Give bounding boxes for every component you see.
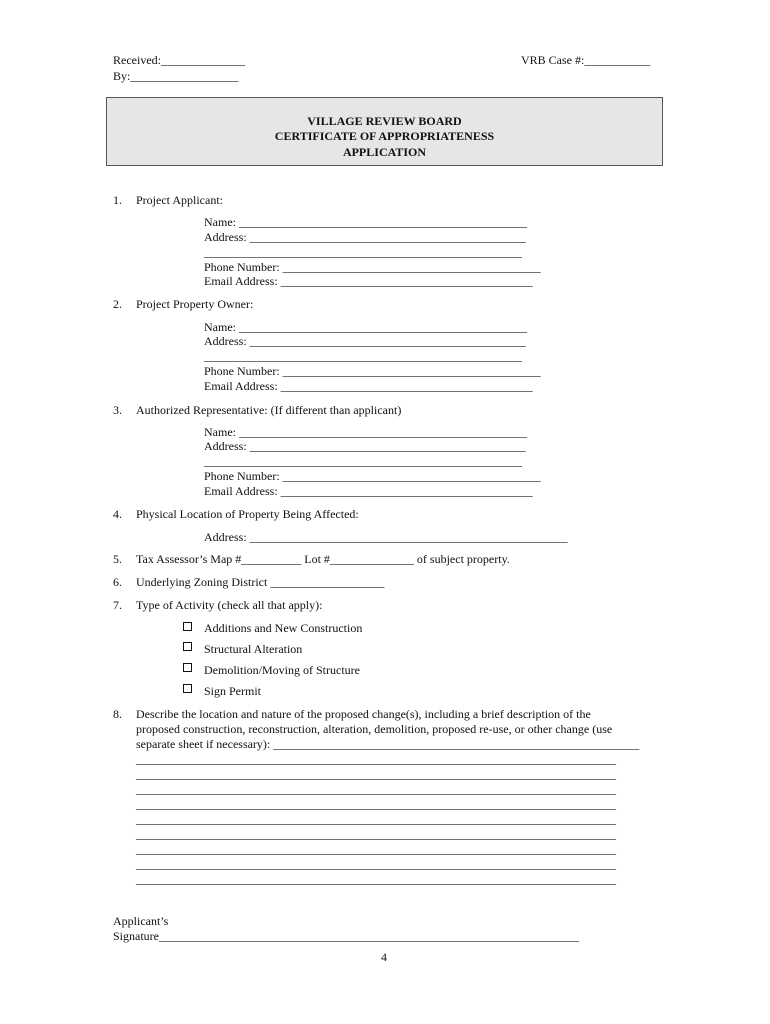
section-7-label: Type of Activity (check all that apply): <box>136 598 323 612</box>
description-line[interactable]: ________________________________________________________________________________ <box>136 872 616 886</box>
activity-checkbox-additions[interactable] <box>183 622 192 631</box>
representative-phone-field[interactable]: Phone Number: ___________________________________________ <box>204 469 541 483</box>
page-number: 4 <box>381 950 387 964</box>
section-4-number: 4. <box>113 507 122 521</box>
section-1-label: Project Applicant: <box>136 193 223 207</box>
owner-email-field[interactable]: Email Address: __________________________________________ <box>204 379 533 393</box>
applicant-address-field[interactable]: Address: ______________________________________________ <box>204 230 526 244</box>
section-4-label: Physical Location of Property Being Affected: <box>136 507 359 521</box>
representative-address-cont-field[interactable]: _____________________________________________________ <box>204 454 522 468</box>
section-7-number: 7. <box>113 598 122 612</box>
section-2-label: Project Property Owner: <box>136 297 254 311</box>
activity-checkbox-structural[interactable] <box>183 642 192 651</box>
section-1-number: 1. <box>113 193 122 207</box>
section-8-line-2: proposed construction, reconstruction, alteration, demolition, proposed re-use, or other change (use <box>136 722 613 736</box>
activity-label-structural: Structural Alteration <box>204 642 303 656</box>
signature-label: Applicant’s <box>113 914 169 928</box>
location-address-field[interactable]: Address: _____________________________________________________ <box>204 530 568 544</box>
by-field: By:__________________ <box>113 69 239 83</box>
owner-name-field[interactable]: Name: ________________________________________________ <box>204 320 527 334</box>
owner-address-cont-field[interactable]: _____________________________________________________ <box>204 349 522 363</box>
applicant-phone-field[interactable]: Phone Number: ___________________________________________ <box>204 260 541 274</box>
description-line[interactable]: ________________________________________________________________________________ <box>136 752 616 766</box>
activity-label-additions: Additions and New Construction <box>204 621 363 635</box>
representative-address-field[interactable]: Address: ______________________________________________ <box>204 439 526 453</box>
representative-name-field[interactable]: Name: ________________________________________________ <box>204 425 527 439</box>
owner-address-field[interactable]: Address: ______________________________________________ <box>204 334 526 348</box>
section-8-line-3[interactable]: separate sheet if necessary): _____________________________________________________________ <box>136 737 640 751</box>
section-8-line-1: Describe the location and nature of the proposed change(s), including a brief description of the <box>136 707 591 721</box>
title-line-2: CERTIFICATE OF APPROPRIATENESS <box>274 129 495 143</box>
description-line[interactable]: ________________________________________________________________________________ <box>136 782 616 796</box>
title-box <box>106 97 663 166</box>
title-line-1: VILLAGE REVIEW BOARD <box>307 114 462 128</box>
signature-field[interactable]: Signature______________________________________________________________________ <box>113 929 579 943</box>
applicant-name-field[interactable]: Name: ________________________________________________ <box>204 215 527 229</box>
description-line[interactable]: ________________________________________________________________________________ <box>136 767 616 781</box>
applicant-address-cont-field[interactable]: _____________________________________________________ <box>204 245 522 259</box>
section-3-number: 3. <box>113 403 122 417</box>
section-8-number: 8. <box>113 707 122 721</box>
description-line[interactable]: ________________________________________________________________________________ <box>136 797 616 811</box>
owner-phone-field[interactable]: Phone Number: ___________________________________________ <box>204 364 541 378</box>
description-line[interactable]: ________________________________________________________________________________ <box>136 842 616 856</box>
section-5-number: 5. <box>113 552 122 566</box>
section-3-label: Authorized Representative: (If different than applicant) <box>136 403 402 417</box>
description-line[interactable]: ________________________________________________________________________________ <box>136 812 616 826</box>
activity-label-sign: Sign Permit <box>204 684 262 698</box>
description-line[interactable]: ________________________________________________________________________________ <box>136 857 616 871</box>
vrb-case-field: VRB Case #:___________ <box>521 53 651 67</box>
section-6-number: 6. <box>113 575 122 589</box>
applicant-email-field[interactable]: Email Address: __________________________________________ <box>204 274 533 288</box>
activity-checkbox-sign[interactable] <box>183 684 192 693</box>
section-2-number: 2. <box>113 297 122 311</box>
description-line[interactable]: ________________________________________________________________________________ <box>136 827 616 841</box>
activity-checkbox-demolition[interactable] <box>183 663 192 672</box>
title-line-3: APPLICATION <box>342 145 427 159</box>
representative-email-field[interactable]: Email Address: __________________________________________ <box>204 484 533 498</box>
activity-label-demolition: Demolition/Moving of Structure <box>204 663 360 677</box>
tax-map-lot-field[interactable]: Tax Assessor’s Map #__________ Lot #______________ of subject property. <box>136 552 510 566</box>
zoning-district-field[interactable]: Underlying Zoning District ___________________ <box>136 575 385 589</box>
received-field: Received:______________ <box>113 53 245 67</box>
